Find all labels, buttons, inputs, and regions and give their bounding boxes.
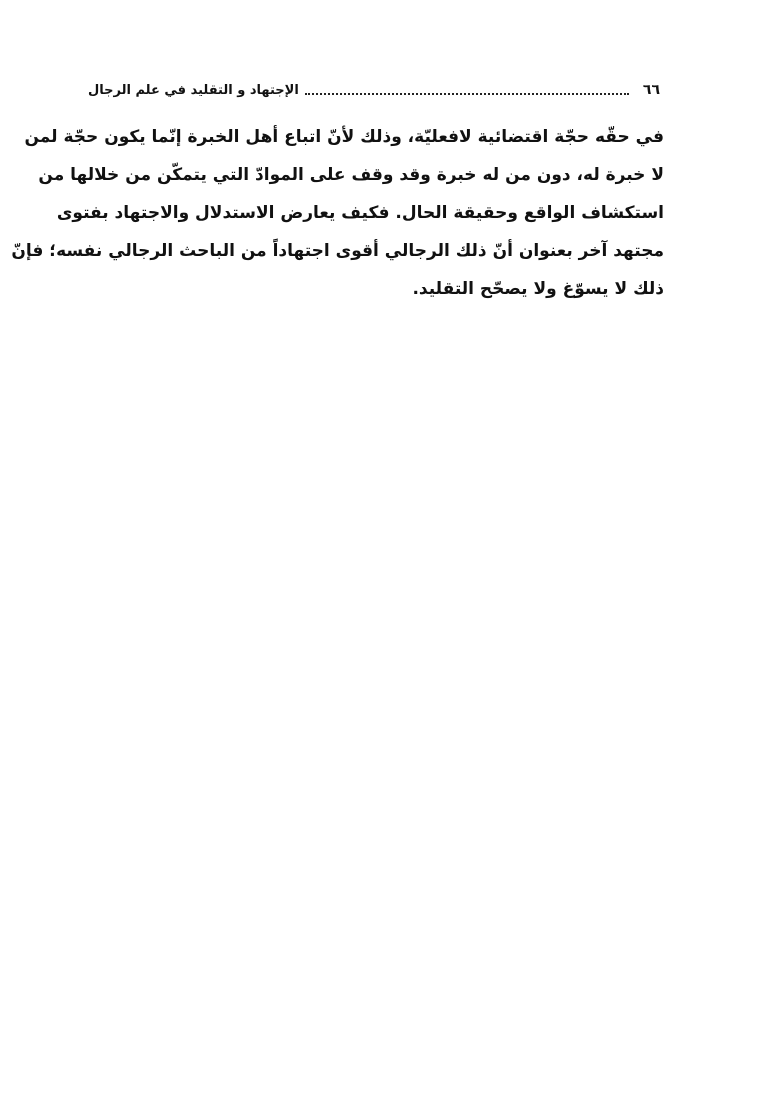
body-line-4: مجتهد آخر بعنوان أنّ ذلك الرجالي أقوى اجتهاداً من الباحث الرجالي نفسه؛ فإنّ (11, 241, 664, 261)
body-paragraph (11, 118, 664, 308)
page-number: ٦٦ (642, 82, 660, 98)
body-line-2: لا خبرة له، دون من له خبرة وقد وقف على الموادّ التي يتمكّن من خلالها من (38, 165, 664, 185)
body-line-5: ذلك لا يسوّغ ولا يصحّح التقليد. (412, 279, 664, 299)
running-header (88, 76, 660, 104)
body-line-3: استكشاف الواقع وحقيقة الحال. فكيف يعارض الاستدلال والاجتهاد بفتوى (56, 203, 664, 223)
dot-leader (305, 93, 629, 95)
body-line-1: في حقّه حجّة اقتضائية لافعليّة، وذلك لأنّ اتباع أهل الخبرة إنّما يكون حجّة لمن (24, 127, 664, 147)
running-header-title: الإجتهاد و التقليد في علم الرجال (88, 82, 299, 98)
